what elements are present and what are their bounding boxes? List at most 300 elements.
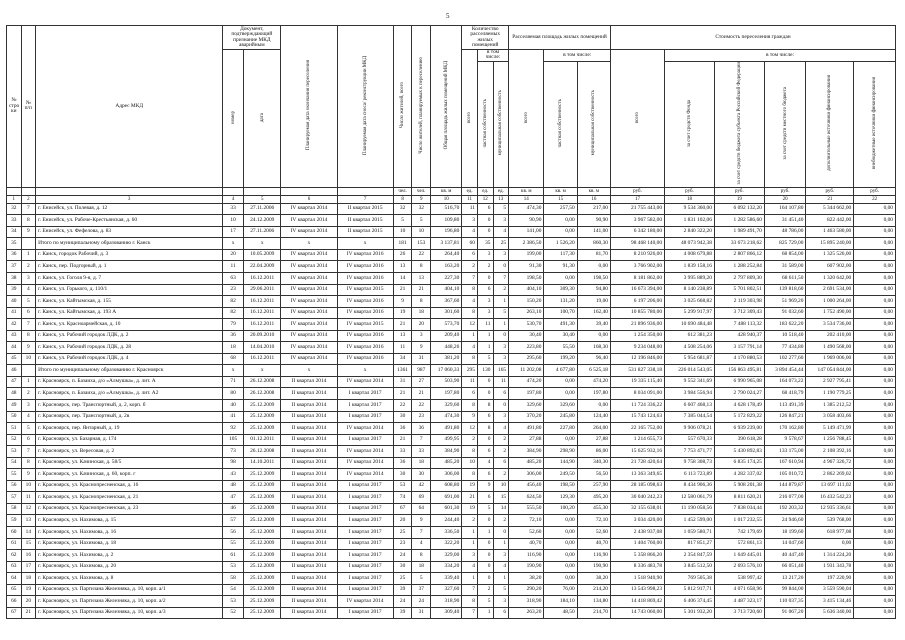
table-cell: 21	[393, 319, 412, 331]
table-cell: 1 254 350,00	[610, 330, 664, 342]
table-cell: 47	[223, 492, 244, 504]
table-cell: 5	[393, 215, 412, 227]
table-cell: 43	[223, 469, 244, 481]
table-cell: 5 344 662,00	[806, 203, 854, 215]
table-cell: 25.12.2009	[244, 607, 281, 619]
table-cell: 0	[477, 226, 493, 238]
table-header	[7, 26, 896, 204]
table-cell: 6 113 723,89	[665, 469, 715, 481]
table-cell: 42	[412, 480, 431, 492]
table-cell: 3	[493, 342, 509, 354]
table-cell: 1 000 264,00	[806, 296, 854, 308]
table-cell: 5 812 917,71	[665, 584, 715, 596]
column-number-cell: 20	[764, 195, 806, 203]
table-cell: 2 693 576,10	[714, 561, 764, 573]
table-cell: 3	[462, 550, 478, 562]
table-cell: 0,00	[854, 319, 896, 331]
table-row	[7, 399, 896, 411]
table-cell: 1 314 224,20	[806, 550, 854, 562]
table-cell: 555,50	[509, 503, 544, 515]
table-cell: 0,00	[577, 330, 610, 342]
table-cell: 14.04.2010	[244, 342, 281, 354]
table-cell: 1	[477, 607, 493, 619]
table-cell: 6 342 180,00	[610, 226, 664, 238]
table-cell: 25.12.2009	[244, 596, 281, 608]
table-cell: 209,40	[431, 330, 462, 342]
table-cell: 6	[493, 457, 509, 469]
table-cell: 40	[7, 296, 22, 308]
table-cell: II квартал 2014	[281, 503, 337, 515]
table-cell: 0,00	[854, 457, 896, 469]
table-cell: 13	[393, 330, 412, 342]
table-cell: 4	[21, 411, 36, 423]
unit-cell: руб.	[610, 187, 664, 195]
table-cell: 1 989 491,70	[714, 226, 764, 238]
table-cell: 404,10	[509, 284, 544, 296]
table-cell: 56,50	[577, 469, 610, 481]
table-row	[7, 584, 896, 596]
table-cell: 538 997,42	[714, 573, 764, 585]
table-cell: 485,20	[509, 457, 544, 469]
table-cell: IV квартал 2014	[281, 342, 337, 354]
table-cell: 22	[412, 249, 431, 261]
table-row	[7, 249, 896, 261]
table-cell: 1	[493, 538, 509, 550]
address-cell: Итого по муниципальному образованию г. Канск	[36, 238, 223, 250]
address-cell: г. Красноярск, ул. Нахимова, д. 18	[36, 538, 223, 550]
table-cell: 531 827 338,18	[610, 365, 664, 377]
table-cell: 516,70	[431, 203, 462, 215]
table-cell: 1	[462, 330, 478, 342]
header-cost-group: Стоимость переселения граждан	[610, 26, 895, 50]
table-cell: I квартал 2017	[337, 503, 393, 515]
table-cell: 164 073,22	[764, 376, 806, 388]
table-cell: 7 753 471,77	[665, 446, 715, 458]
table-cell: 199,00	[509, 249, 544, 261]
table-cell: IV квартал 2014	[281, 203, 337, 215]
table-cell: 34	[393, 353, 412, 365]
table-cell: 60	[7, 526, 22, 538]
table-cell: 572 861,13	[714, 538, 764, 550]
table-cell: 367,60	[431, 296, 462, 308]
table-cell: 5 149 471,99	[806, 423, 854, 435]
table-cell: 13 543 998,23	[610, 584, 664, 596]
table-cell: 6	[493, 607, 509, 619]
table-cell: IV квартал 2014	[337, 457, 393, 469]
table-cell: 54	[7, 457, 22, 469]
table-cell: 12	[462, 319, 478, 331]
column-number-cell: 8	[393, 195, 412, 203]
table-cell: 2	[21, 388, 36, 400]
table-cell: 7	[412, 526, 431, 538]
table-cell: 7 385 044,54	[665, 411, 715, 423]
table-cell: 168,30	[577, 342, 610, 354]
table-cell: 18	[21, 573, 36, 585]
table-cell: 14	[493, 503, 509, 515]
table-cell: 1	[477, 342, 493, 354]
column-number-cell: 9	[412, 195, 431, 203]
table-cell: IV квартал 2015	[337, 319, 393, 331]
table-cell: 16.12.2011	[244, 307, 281, 319]
table-cell: 8	[477, 423, 493, 435]
table-cell: 8 210 926,00	[610, 249, 664, 261]
table-cell: 530,70	[509, 319, 544, 331]
table-cell: 50	[7, 411, 22, 423]
table-cell: 117,30	[544, 249, 577, 261]
table-cell: 7	[21, 319, 36, 331]
table-cell: 0,00	[854, 249, 896, 261]
table-cell: 4	[462, 226, 478, 238]
table-cell: 30 040 242,23	[610, 492, 664, 504]
table-cell: 48 073 942,38	[665, 238, 715, 250]
header-area-total: всего	[509, 50, 544, 188]
table-cell: 25.12.2009	[244, 411, 281, 423]
table-cell: 9	[21, 342, 36, 354]
table-cell: 0,00	[854, 203, 896, 215]
table-cell: II квартал 2014	[281, 561, 337, 573]
table-cell: 0,00	[544, 376, 577, 388]
table-cell: 20.09.2010	[244, 330, 281, 342]
address-cell: г. Красноярск, ул. Качинская, д. 60, корп. г	[36, 469, 223, 481]
table-cell: 69	[412, 492, 431, 504]
table-cell: 67	[7, 607, 22, 619]
header-count-in-that: в том числе:	[477, 50, 508, 62]
table-cell: 6 939 239,00	[714, 423, 764, 435]
table-row	[7, 215, 896, 227]
column-number-cell: 4	[223, 195, 244, 203]
table-cell: 36	[393, 423, 412, 435]
table-cell: 10 855 780,00	[610, 307, 664, 319]
table-cell: 306,00	[431, 469, 462, 481]
table-cell: 601,30	[431, 503, 462, 515]
table-cell: 3 894 454,44	[764, 365, 806, 377]
table-cell: 66	[7, 596, 22, 608]
column-number-cell: 12	[477, 195, 493, 203]
table-cell: 76,00	[544, 584, 577, 596]
table-cell: 21 755 443,00	[610, 203, 664, 215]
table-cell: 6	[477, 203, 493, 215]
table-row	[7, 330, 896, 342]
table-cell: 15 895 240,00	[806, 238, 854, 250]
table-row	[7, 272, 896, 284]
table-cell: 102 277,60	[764, 353, 806, 365]
table-row	[7, 434, 896, 446]
table-cell: 24 946,60	[764, 515, 806, 527]
table-cell: 68	[223, 353, 244, 365]
table-cell: 3	[493, 411, 509, 423]
table-cell: 21	[412, 388, 431, 400]
table-cell: 474,20	[509, 376, 544, 388]
table-cell: 4 628 178,49	[714, 399, 764, 411]
table-cell: 64	[412, 503, 431, 515]
table-cell: 30	[412, 469, 431, 481]
table-cell: 8	[462, 307, 478, 319]
table-cell: 18	[223, 342, 244, 354]
table-cell: 2 840 322,20	[665, 226, 715, 238]
table-cell: 94,80	[577, 284, 610, 296]
table-cell: 2	[493, 446, 509, 458]
table-cell: 0,00	[577, 399, 610, 411]
table-cell: 5 299 917,97	[665, 307, 715, 319]
header-residents-resettle: Число жителей, планируемых к переселению	[412, 26, 431, 188]
table-cell: 33	[412, 446, 431, 458]
table-cell: 2 797 809,30	[714, 272, 764, 284]
table-cell: 1	[493, 319, 509, 331]
column-numbers-row	[7, 195, 896, 203]
table-cell: 124,40	[577, 411, 610, 423]
table-cell: 170 162,80	[764, 423, 806, 435]
table-cell: 290,20	[509, 584, 544, 596]
header-count-private: частная собственность	[477, 61, 493, 187]
table-cell: 8	[21, 215, 36, 227]
table-cell: 38,20	[509, 573, 544, 585]
table-cell: II квартал 2015	[337, 215, 393, 227]
table-row	[7, 203, 896, 215]
table-cell: 8	[462, 399, 478, 411]
table-cell: 6	[477, 284, 493, 296]
table-cell: 0,00	[577, 261, 610, 273]
table-cell: 51	[7, 423, 22, 435]
table-cell: 1	[462, 573, 478, 585]
table-cell: 16.12.2011	[244, 296, 281, 308]
table-cell: IV квартал 2014	[337, 376, 393, 388]
table-cell: 1 214 655,73	[610, 434, 664, 446]
table-cell: 264,40	[431, 249, 462, 261]
table-cell: 46	[223, 503, 244, 515]
table-cell: 539 768,00	[806, 515, 854, 527]
table-cell: 0	[493, 261, 509, 273]
table-cell: 15 625 932,16	[610, 446, 664, 458]
table-cell: 11	[21, 492, 36, 504]
address-cell: г. Красноярск, пер. Янтарный, д. 19	[36, 423, 223, 435]
address-cell: г. Красноярск, ул. Нахимова, д. 16	[36, 526, 223, 538]
table-row	[7, 480, 896, 492]
table-cell: 0,00	[854, 388, 896, 400]
table-cell: 5	[493, 307, 509, 319]
table-cell: 7	[21, 446, 36, 458]
table-cell: 301,60	[431, 307, 462, 319]
address-cell: г. Красноярск, ул. Краснопресненская, д. 16	[36, 480, 223, 492]
address-cell: г. Красноярск, ул. Качинская, д. 58/5	[36, 457, 223, 469]
header-count-municipal: муниципальная собственность	[493, 61, 509, 187]
table-cell: 22.04.2009	[244, 261, 281, 273]
table-cell: 19,00	[577, 296, 610, 308]
table-cell: 48,50	[544, 607, 577, 619]
header-planned-demolition: Планируемая дата сноса/ реконструкции МКД	[337, 26, 393, 188]
table-cell: 22 165 752,00	[610, 423, 664, 435]
table-cell: 9	[412, 515, 431, 527]
table-cell: 2	[493, 515, 509, 527]
table-cell: 13 217,20	[764, 573, 806, 585]
column-number-cell: 22	[854, 195, 896, 203]
table-cell: 41	[223, 411, 244, 423]
table-cell: 4	[493, 226, 509, 238]
table-cell: 4	[412, 538, 431, 550]
table-cell: 0,00	[854, 434, 896, 446]
table-cell: 33 673 218,62	[714, 238, 764, 250]
table-cell: 25.12.2009	[244, 573, 281, 585]
table-cell: 742 179,69	[714, 526, 764, 538]
table-cell: 3	[493, 596, 509, 608]
table-cell: 81,70	[577, 249, 610, 261]
table-cell: II квартал 2014	[281, 573, 337, 585]
unit-cell	[281, 187, 337, 195]
table-cell: 7	[21, 203, 36, 215]
table-cell: 0,00	[854, 423, 896, 435]
table-cell: 197,80	[509, 388, 544, 400]
table-cell: 52	[223, 607, 244, 619]
table-cell: 1 059 580,71	[665, 526, 715, 538]
table-row	[7, 261, 896, 273]
table-cell: II квартал 2014	[281, 550, 337, 562]
table-cell: I квартал 2017	[337, 607, 393, 619]
table-cell: 2 108 392,16	[806, 446, 854, 458]
table-cell: 428 940,37	[714, 330, 764, 342]
header-area-municipal: муниципальная собственность	[577, 61, 610, 187]
table-row	[7, 469, 896, 481]
table-cell: 4	[462, 342, 478, 354]
table-cell: 404,10	[431, 284, 462, 296]
table-cell: 38,20	[577, 573, 610, 585]
column-number-cell: 2	[21, 195, 36, 203]
header-cost-in-that: в том числе:	[665, 50, 896, 62]
column-number-cell: 19	[714, 195, 764, 203]
table-cell: 3 034 420,00	[610, 515, 664, 527]
table-cell: 19 335 115,40	[610, 376, 664, 388]
table-cell: 3	[477, 307, 493, 319]
table-row	[7, 226, 896, 238]
table-cell: 0,00	[854, 446, 896, 458]
table-cell: 3 712 309,43	[714, 307, 764, 319]
table-cell: 7 838 034,44	[714, 503, 764, 515]
table-cell: 198,50	[544, 480, 577, 492]
table-cell: 34	[7, 226, 22, 238]
table-cell: 42	[7, 319, 22, 331]
table-cell: 257,50	[544, 203, 577, 215]
table-cell: 4	[477, 457, 493, 469]
table-cell: 0,00	[854, 272, 896, 284]
header-doc-date: дата	[244, 50, 281, 188]
table-cell: 2 862 269,02	[806, 469, 854, 481]
table-cell: 322,20	[431, 538, 462, 550]
table-cell: I квартал 2017	[337, 434, 393, 446]
table-cell: 384,90	[509, 446, 544, 458]
table-cell: 61	[7, 538, 22, 550]
table-cell: 0,00	[854, 296, 896, 308]
table-cell: 0,00	[854, 584, 896, 596]
table-cell: 5	[477, 353, 493, 365]
table-cell: 13	[412, 272, 431, 284]
table-cell: 27,88	[577, 434, 610, 446]
table-cell: 33	[223, 203, 244, 215]
table-cell: 6 525,18	[577, 365, 610, 377]
table-cell: IV квартал 2016	[337, 342, 393, 354]
table-cell: 0,00	[854, 284, 896, 296]
table-cell: 31	[412, 607, 431, 619]
table-cell: 6	[477, 492, 493, 504]
table-cell: 2 438 937,08	[610, 526, 664, 538]
table-cell: 9	[412, 342, 431, 354]
table-cell: 167 610,94	[764, 457, 806, 469]
address-cell: г. Енисейск, ул. Полевая, д. 12	[36, 203, 223, 215]
header-count-group: Количество расселяемых жилых помещений	[462, 26, 509, 50]
table-cell: 257,90	[577, 480, 610, 492]
table-cell: IV квартал 2014	[337, 596, 393, 608]
table-cell: I квартал 2017	[337, 399, 393, 411]
table-cell: 48	[223, 480, 244, 492]
address-cell: г. Канск, пер. Подгорный, д. 1	[36, 261, 223, 273]
table-cell: 113 491,39	[764, 399, 806, 411]
table-cell: 1	[21, 376, 36, 388]
table-cell: I квартал 2017	[337, 550, 393, 562]
table-cell: 14.10.2011	[244, 457, 281, 469]
table-cell: 22	[412, 399, 431, 411]
table-cell: 52	[7, 434, 22, 446]
table-cell: 26.12.2008	[244, 388, 281, 400]
table-cell: 10	[21, 480, 36, 492]
table-cell: 4 677,80	[544, 365, 577, 377]
unit-cell: ед.	[493, 187, 509, 195]
table-cell: 0,00	[854, 596, 896, 608]
table-cell: 1 190 779,25	[806, 388, 854, 400]
table-cell: 38	[7, 272, 22, 284]
table-cell: 72,10	[509, 515, 544, 527]
table-cell: 10	[462, 457, 478, 469]
table-row	[7, 515, 896, 527]
table-cell: 8	[477, 399, 493, 411]
table-cell: 79	[223, 319, 244, 331]
table-cell: 49	[7, 399, 22, 411]
table-cell: 11 724 336,22	[610, 399, 664, 411]
table-cell: 0,00	[854, 330, 896, 342]
table-cell: 618 977,08	[806, 526, 854, 538]
unit-cell	[7, 187, 22, 195]
table-cell: 53	[223, 561, 244, 573]
table-row	[7, 573, 896, 585]
table-cell: 474,30	[431, 411, 462, 423]
header-additional: дополнительные источники финансирования	[806, 61, 854, 187]
column-number-cell: 15	[544, 195, 577, 203]
table-cell: 4	[493, 561, 509, 573]
table-cell: 9	[21, 226, 36, 238]
table-cell: 3	[493, 550, 509, 562]
address-cell: г. Канск, ул. Рабочий городок ЛДК, д. 28	[36, 342, 223, 354]
table-cell: 40,70	[509, 538, 544, 550]
table-row	[7, 353, 896, 365]
table-cell: IV квартал 2016	[337, 330, 393, 342]
table-cell: 91,30	[509, 261, 544, 273]
table-cell: 0,00	[854, 538, 896, 550]
table-cell: 2 807 866,12	[714, 249, 764, 261]
table-cell: 1 256 788,45	[806, 434, 854, 446]
table-cell: 3 137,81	[431, 238, 462, 250]
table-cell: 30,40	[544, 330, 577, 342]
table-cell: 9	[21, 469, 36, 481]
table-cell: 607 902,00	[806, 261, 854, 273]
table-cell: I квартал 2017	[337, 573, 393, 585]
table-cell: 3 995 889,20	[665, 272, 715, 284]
table-cell: 21	[462, 492, 478, 504]
table-cell: 2 691 534,00	[806, 284, 854, 296]
table-cell: 73	[223, 446, 244, 458]
table-cell: 4	[462, 296, 478, 308]
table-cell: 35	[7, 238, 22, 250]
table-cell: 21	[393, 388, 412, 400]
unit-cell	[223, 187, 244, 195]
table-cell: IV квартал 2014	[281, 215, 337, 227]
table-cell: 52,60	[577, 526, 610, 538]
table-cell: 18	[412, 457, 431, 469]
